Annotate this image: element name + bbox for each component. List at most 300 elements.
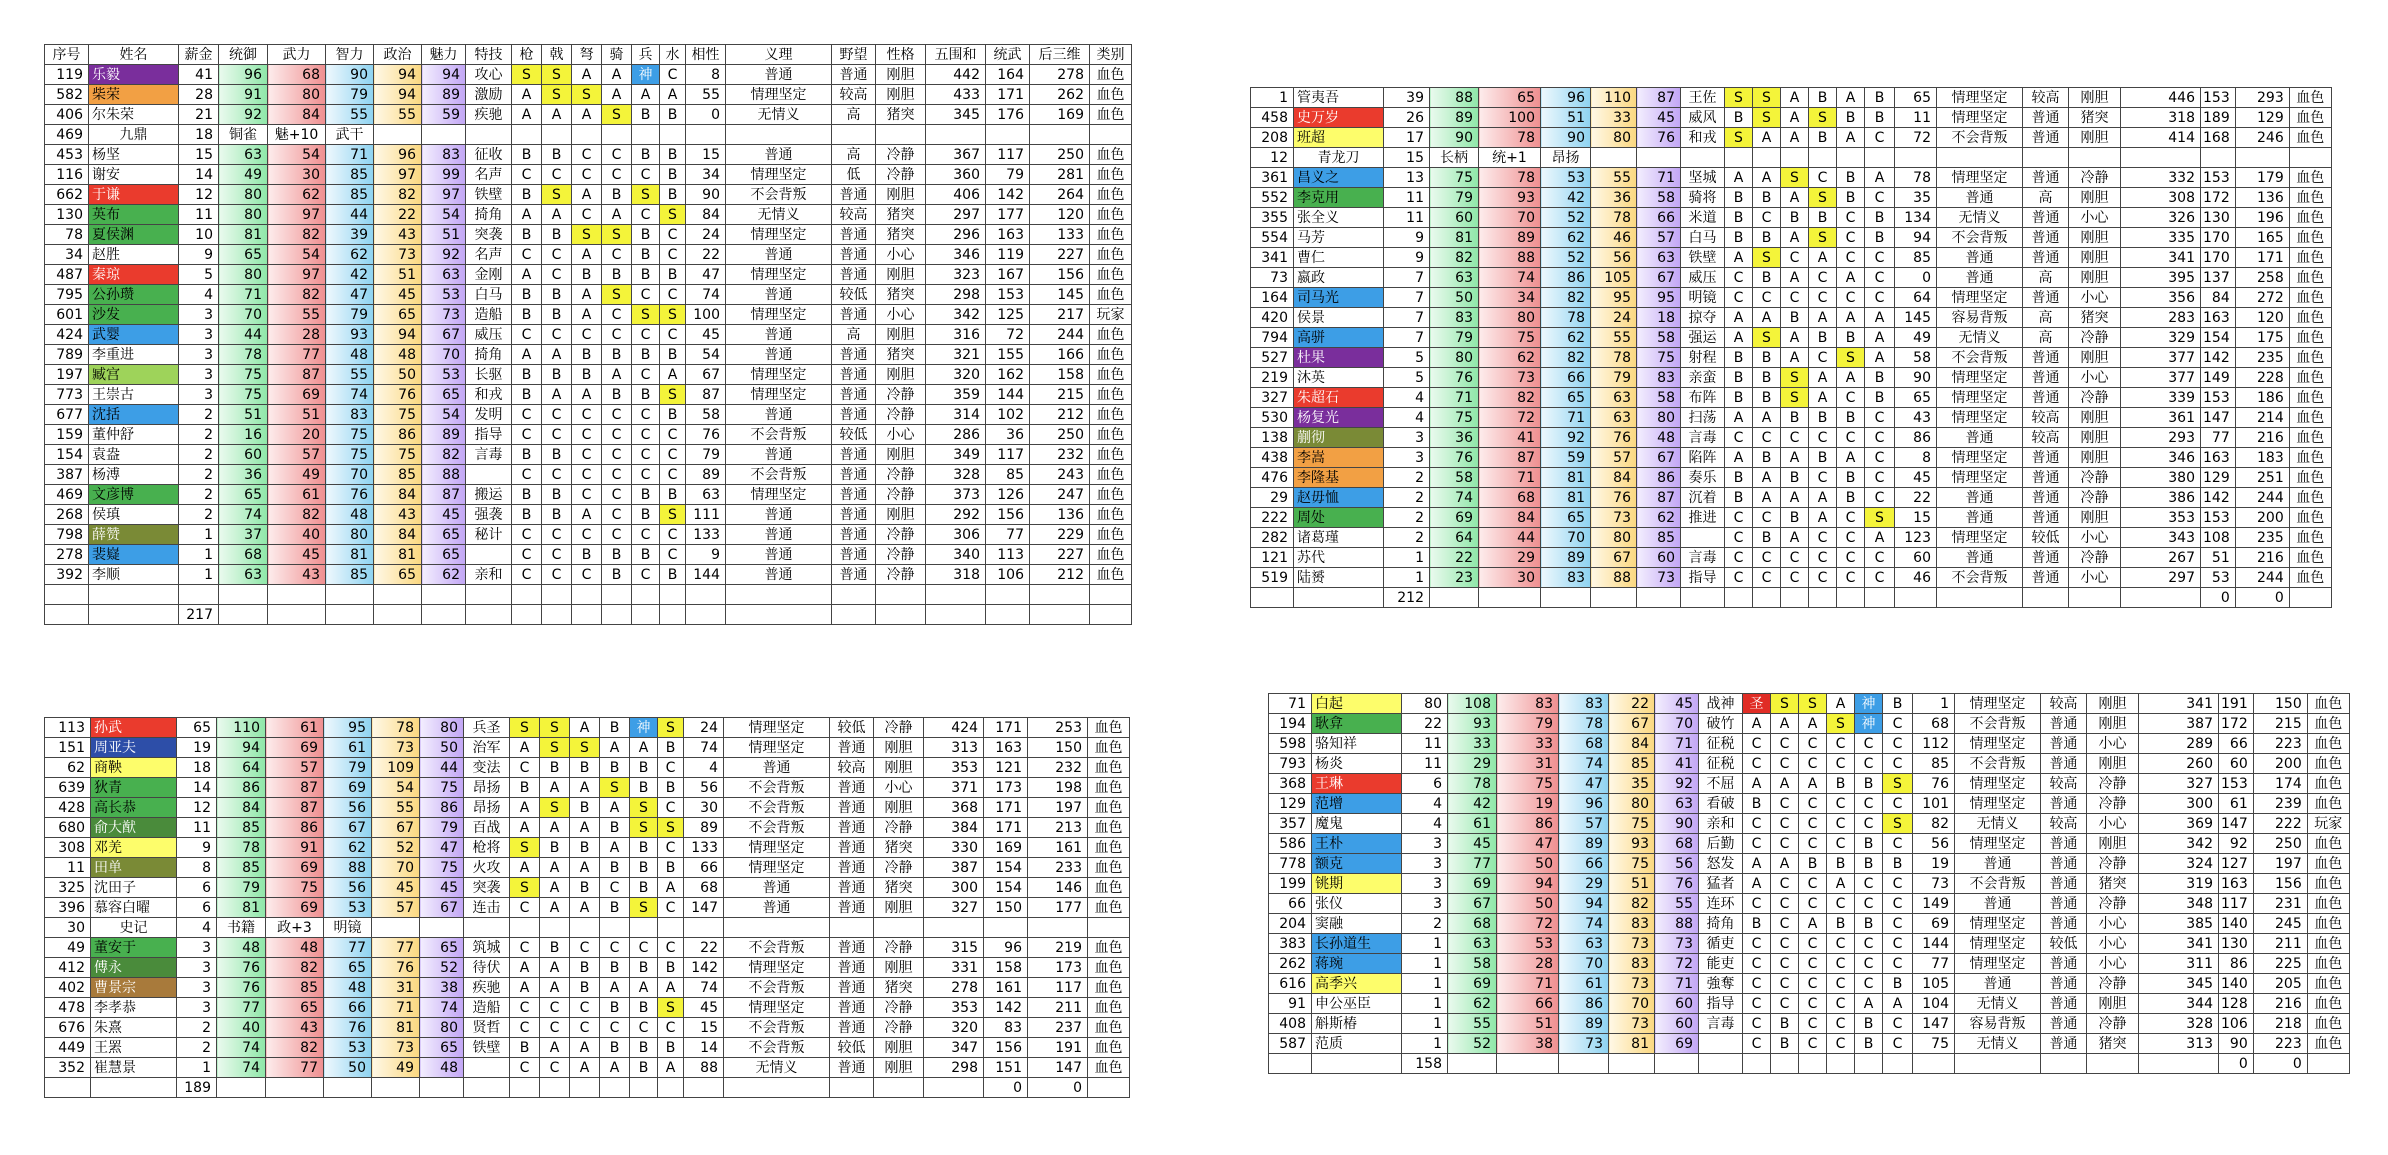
empty-cell — [542, 605, 572, 625]
stat-cell: 44 — [326, 205, 374, 225]
last3-cell: 258 — [2235, 268, 2289, 288]
aptitude-cell: B — [600, 818, 630, 838]
tongwu-cell: 171 — [986, 85, 1030, 105]
total-cell: 318 — [926, 565, 986, 585]
aptitude-cell: B — [660, 565, 686, 585]
personality-cell: 刚胆 — [876, 85, 926, 105]
tongwu-cell: 140 — [2219, 914, 2254, 934]
empty-cell — [1781, 588, 1809, 608]
aptitude-cell: C — [660, 445, 686, 465]
empty-cell — [876, 585, 926, 605]
id-cell: 355 — [1251, 208, 1294, 228]
skill-cell — [464, 1058, 510, 1078]
stat-cell: 64 — [217, 758, 266, 778]
empty-cell — [2121, 148, 2201, 168]
empty-cell — [1681, 148, 1725, 168]
total-cell: 320 — [926, 365, 986, 385]
tongwu-cell: 163 — [984, 738, 1028, 758]
loyalty-cell: 不会背叛 — [1937, 228, 2023, 248]
personality-cell: 冷静 — [2087, 1014, 2139, 1034]
stat-cell: 45 — [420, 878, 464, 898]
aptitude-cell: C — [1799, 1034, 1827, 1054]
stat-cell: 82 — [266, 1038, 324, 1058]
ambition-cell: 普通 — [2023, 568, 2069, 588]
compat-cell: 142 — [684, 958, 724, 978]
ambition-cell: 高 — [832, 145, 876, 165]
stat-cell: 85 — [326, 165, 374, 185]
compat-cell: 45 — [1895, 468, 1937, 488]
ambition-cell: 普通 — [830, 998, 874, 1018]
total-cell: 341 — [2139, 694, 2219, 714]
aptitude-cell: B — [660, 165, 686, 185]
aptitude-cell: B — [570, 958, 600, 978]
aptitude-cell: C — [1883, 1014, 1913, 1034]
ambition-cell: 普通 — [832, 185, 876, 205]
name-cell: 班超 — [1294, 128, 1384, 148]
skill-cell: 待伏 — [464, 958, 510, 978]
aptitude-cell: B — [660, 105, 686, 125]
compat-cell: 15 — [684, 1018, 724, 1038]
stat-cell: 65 — [324, 958, 372, 978]
item-type-cell: 书籍 — [217, 918, 266, 938]
aptitude-cell: A — [540, 778, 570, 798]
ambition-cell: 较低 — [2023, 528, 2069, 548]
ambition-cell: 普通 — [832, 445, 876, 465]
empty-cell — [1269, 1054, 1312, 1074]
skill-cell: 骑将 — [1681, 188, 1725, 208]
stat-cell: 63 — [422, 265, 466, 285]
name-cell: 昌义之 — [1294, 168, 1384, 188]
stat-cell: 75 — [374, 445, 422, 465]
personality-cell: 刚胆 — [2087, 834, 2139, 854]
stat-cell: 88 — [1430, 88, 1479, 108]
stat-cell: 69 — [266, 898, 324, 918]
loyalty-cell: 普通 — [1937, 428, 2023, 448]
ambition-cell: 普通 — [832, 65, 876, 85]
salary-cell: 2 — [179, 485, 219, 505]
empty-cell — [684, 918, 724, 938]
aptitude-cell: S — [1827, 714, 1855, 734]
aptitude-cell: B — [602, 545, 632, 565]
tongwu-cell: 171 — [984, 798, 1028, 818]
empty-cell — [1799, 1054, 1827, 1074]
total-cell: 342 — [2139, 834, 2219, 854]
skill-cell: 铁壁 — [1681, 248, 1725, 268]
id-cell: 552 — [1251, 188, 1294, 208]
loyalty-cell: 情理坚定 — [1937, 88, 2023, 108]
empty-cell — [266, 1078, 324, 1098]
empty-cell — [464, 918, 510, 938]
column-header: 性格 — [876, 45, 926, 65]
id-cell: 113 — [45, 718, 91, 738]
aptitude-cell: C — [572, 205, 602, 225]
empty-cell — [1088, 918, 1130, 938]
name-cell: 李隆基 — [1294, 468, 1384, 488]
empty-cell — [374, 585, 422, 605]
aptitude-cell: C — [1799, 874, 1827, 894]
salary-cell: 3 — [179, 325, 219, 345]
stat-cell: 74 — [217, 1058, 266, 1078]
empty-cell — [1030, 605, 1090, 625]
officer-row — [45, 525, 1132, 545]
ambition-cell: 普通 — [2023, 368, 2069, 388]
aptitude-cell: A — [1753, 168, 1781, 188]
loyalty-cell: 不会背叛 — [726, 465, 832, 485]
salary-total-cell: 212 — [1384, 588, 1430, 608]
stat-cell: 60 — [219, 445, 268, 465]
aptitude-cell: C — [540, 1058, 570, 1078]
stat-cell: 58 — [1448, 954, 1497, 974]
stat-cell: 42 — [1541, 188, 1591, 208]
aptitude-cell: S — [570, 738, 600, 758]
stat-cell: 100 — [1479, 108, 1541, 128]
aptitude-cell: B — [570, 798, 600, 818]
id-cell: 164 — [1251, 288, 1294, 308]
stat-cell: 47 — [1497, 834, 1559, 854]
id-cell: 222 — [1251, 508, 1294, 528]
aptitude-cell: 神 — [1855, 714, 1883, 734]
personality-cell: 刚胆 — [2069, 408, 2121, 428]
aptitude-cell: A — [512, 85, 542, 105]
loyalty-cell: 无情义 — [726, 105, 832, 125]
salary-cell: 12 — [179, 185, 219, 205]
aptitude-cell: B — [512, 485, 542, 505]
compat-cell: 90 — [686, 185, 726, 205]
aptitude-cell: C — [1725, 528, 1753, 548]
salary-cell: 3 — [1384, 448, 1430, 468]
id-cell: 487 — [45, 265, 89, 285]
aptitude-cell: A — [540, 898, 570, 918]
aptitude-cell: B — [632, 145, 660, 165]
personality-cell: 刚胆 — [2087, 754, 2139, 774]
last3-cell: 129 — [2235, 108, 2289, 128]
aptitude-cell: A — [570, 778, 600, 798]
skill-cell: 强袭 — [466, 505, 512, 525]
stat-cell: 22 — [374, 205, 422, 225]
category-cell: 血色 — [1088, 758, 1130, 778]
total-cell: 321 — [926, 345, 986, 365]
empty-cell — [372, 918, 420, 938]
officer-row — [1251, 128, 2332, 148]
stat-cell: 76 — [374, 385, 422, 405]
aptitude-cell: B — [1827, 774, 1855, 794]
category-cell: 血色 — [1090, 185, 1132, 205]
total-cell: 340 — [926, 545, 986, 565]
stat-cell: 66 — [324, 998, 372, 1018]
aptitude-cell: C — [1771, 974, 1799, 994]
category-cell: 血色 — [1090, 545, 1132, 565]
stat-cell: 66 — [1541, 368, 1591, 388]
aptitude-cell: C — [1855, 874, 1883, 894]
loyalty-cell: 无情义 — [1955, 814, 2041, 834]
aptitude-cell: C — [1855, 954, 1883, 974]
stat-cell: 38 — [1497, 1034, 1559, 1054]
aptitude-cell: B — [1809, 88, 1837, 108]
stat-cell: 77 — [217, 998, 266, 1018]
stat-cell: 65 — [374, 305, 422, 325]
aptitude-cell: C — [1827, 794, 1855, 814]
ambition-cell: 普通 — [830, 978, 874, 998]
aptitude-cell: S — [1837, 348, 1865, 368]
skill-cell: 陷阵 — [1681, 448, 1725, 468]
aptitude-cell: S — [1781, 368, 1809, 388]
stat-cell: 75 — [1609, 854, 1655, 874]
empty-cell — [1681, 588, 1725, 608]
stat-cell: 67 — [324, 818, 372, 838]
stat-cell: 78 — [1479, 168, 1541, 188]
name-cell: 赵胜 — [89, 245, 179, 265]
loyalty-cell: 不会背叛 — [724, 938, 830, 958]
total-cell: 349 — [926, 445, 986, 465]
stat-cell: 89 — [1559, 834, 1609, 854]
tongwu-cell: 154 — [2201, 328, 2236, 348]
aptitude-cell: C — [602, 145, 632, 165]
ambition-cell: 较高 — [832, 85, 876, 105]
aptitude-cell: B — [542, 285, 572, 305]
aptitude-cell: S — [540, 798, 570, 818]
compat-cell: 9 — [686, 545, 726, 565]
empty-cell — [660, 125, 686, 145]
skill-cell: 强运 — [1681, 328, 1725, 348]
aptitude-cell: A — [542, 385, 572, 405]
stat-cell: 105 — [1591, 268, 1637, 288]
stat-cell: 55 — [268, 305, 326, 325]
id-cell: 1 — [1251, 88, 1294, 108]
id-cell: 601 — [45, 305, 89, 325]
salary-cell: 3 — [177, 958, 217, 978]
skill-cell: 金刚 — [466, 265, 512, 285]
aptitude-cell: C — [1837, 288, 1865, 308]
category-cell: 血色 — [1090, 105, 1132, 125]
name-cell: 商鞅 — [91, 758, 177, 778]
officer-row — [1269, 854, 2350, 874]
total-cell: 442 — [926, 65, 986, 85]
loyalty-cell: 情理坚定 — [724, 958, 830, 978]
aptitude-cell: B — [1855, 834, 1883, 854]
item-id-cell: 469 — [45, 125, 89, 145]
aptitude-cell: A — [1855, 994, 1883, 1014]
aptitude-cell: C — [510, 938, 540, 958]
stat-cell: 48 — [266, 938, 324, 958]
stat-cell: 62 — [1637, 508, 1681, 528]
compat-cell: 68 — [1913, 714, 1955, 734]
name-cell: 额克 — [1312, 854, 1402, 874]
stat-cell: 31 — [1497, 754, 1559, 774]
aptitude-cell: C — [1865, 548, 1895, 568]
aptitude-cell: B — [1725, 488, 1753, 508]
aptitude-cell: A — [660, 365, 686, 385]
tongwu-cell: 177 — [986, 205, 1030, 225]
category-cell: 血色 — [1088, 718, 1130, 738]
stat-cell: 70 — [326, 465, 374, 485]
compat-cell: 87 — [686, 385, 726, 405]
name-cell: 狄青 — [91, 778, 177, 798]
compat-cell: 75 — [1913, 1034, 1955, 1054]
name-cell: 高骈 — [1294, 328, 1384, 348]
stat-cell: 50 — [1430, 288, 1479, 308]
skill-cell: 攻心 — [466, 65, 512, 85]
aptitude-cell: C — [510, 1058, 540, 1078]
skill-cell: 昂扬 — [464, 778, 510, 798]
id-cell: 478 — [45, 998, 91, 1018]
stat-cell: 31 — [372, 978, 420, 998]
id-cell: 402 — [45, 978, 91, 998]
aptitude-cell: B — [600, 898, 630, 918]
last3-cell: 223 — [2253, 734, 2307, 754]
column-header: 义理 — [726, 45, 832, 65]
officer-row — [1251, 308, 2332, 328]
stat-cell: 43 — [266, 1018, 324, 1038]
aptitude-cell: C — [1781, 428, 1809, 448]
aptitude-cell: A — [540, 878, 570, 898]
stat-cell: 95 — [324, 718, 372, 738]
compat-cell: 54 — [686, 345, 726, 365]
aptitude-cell: C — [1837, 528, 1865, 548]
tongwu-cell: 66 — [2219, 734, 2254, 754]
item-name-cell: 九鼎 — [89, 125, 179, 145]
empty-cell — [1088, 1078, 1130, 1098]
empty-cell — [1725, 148, 1753, 168]
personality-cell: 冷静 — [2087, 894, 2139, 914]
aptitude-cell: C — [602, 405, 632, 425]
officer-row — [1269, 974, 2350, 994]
stat-cell: 75 — [266, 878, 324, 898]
empty-cell — [724, 1078, 830, 1098]
total-cell: 369 — [2139, 814, 2219, 834]
last3-cell: 250 — [1030, 425, 1090, 445]
stat-cell: 65 — [422, 385, 466, 405]
tongwu-cell: 106 — [986, 565, 1030, 585]
stat-cell: 70 — [1609, 994, 1655, 1014]
total-cell: 328 — [2139, 1014, 2219, 1034]
id-cell: 396 — [45, 898, 91, 918]
stat-cell: 74 — [1559, 754, 1609, 774]
aptitude-cell: C — [1799, 834, 1827, 854]
empty-cell — [512, 125, 542, 145]
stat-cell: 81 — [217, 898, 266, 918]
compat-cell: 101 — [1913, 794, 1955, 814]
aptitude-cell: C — [1827, 834, 1855, 854]
aptitude-cell: C — [512, 465, 542, 485]
last3-cell: 175 — [2235, 328, 2289, 348]
stat-cell: 92 — [1541, 428, 1591, 448]
total-cell: 446 — [2121, 88, 2201, 108]
tongwu-cell: 153 — [986, 285, 1030, 305]
aptitude-cell: A — [512, 105, 542, 125]
ambition-cell: 较高 — [832, 205, 876, 225]
tongwu-cell: 60 — [2219, 754, 2254, 774]
ambition-cell: 普通 — [2041, 714, 2087, 734]
category-cell: 玩家 — [1090, 305, 1132, 325]
compat-cell: 147 — [684, 898, 724, 918]
officer-row — [1251, 108, 2332, 128]
aptitude-cell: S — [1725, 128, 1753, 148]
stat-cell: 77 — [1448, 854, 1497, 874]
skill-cell: 征收 — [466, 145, 512, 165]
last3-cell: 219 — [1028, 938, 1088, 958]
name-cell: 朱超石 — [1294, 388, 1384, 408]
aptitude-cell: C — [1827, 974, 1855, 994]
aptitude-cell: S — [1883, 814, 1913, 834]
aptitude-cell: S — [660, 385, 686, 405]
total-cell: 324 — [2139, 854, 2219, 874]
aptitude-cell: B — [1781, 468, 1809, 488]
stat-cell: 66 — [1497, 994, 1559, 1014]
salary-cell: 28 — [179, 85, 219, 105]
tongwu-cell: 79 — [986, 165, 1030, 185]
skill-cell: 变法 — [464, 758, 510, 778]
empty-cell — [1030, 125, 1090, 145]
last3-cell: 212 — [1030, 405, 1090, 425]
ambition-cell: 普通 — [832, 525, 876, 545]
aptitude-cell: A — [510, 738, 540, 758]
tongwu-cell: 127 — [2219, 854, 2254, 874]
column-header: 姓名 — [89, 45, 179, 65]
stat-cell: 89 — [1479, 228, 1541, 248]
loyalty-cell: 普通 — [726, 565, 832, 585]
aptitude-cell: S — [510, 718, 540, 738]
aptitude-cell: A — [600, 1058, 630, 1078]
stat-cell: 82 — [1430, 248, 1479, 268]
empty-cell — [658, 918, 684, 938]
stat-cell: 75 — [1430, 168, 1479, 188]
name-cell: 张全义 — [1294, 208, 1384, 228]
personality-cell: 冷静 — [876, 565, 926, 585]
salary-cell: 26 — [1384, 108, 1430, 128]
stat-cell: 76 — [1655, 874, 1699, 894]
total-cell: 335 — [2121, 228, 2201, 248]
tongwu-cell: 153 — [2201, 168, 2236, 188]
category-cell: 血色 — [1090, 345, 1132, 365]
stat-cell: 73 — [1609, 1014, 1655, 1034]
name-cell: 邓羌 — [91, 838, 177, 858]
stat-cell: 36 — [1430, 428, 1479, 448]
stat-cell: 23 — [1430, 568, 1479, 588]
name-cell: 夏侯渊 — [89, 225, 179, 245]
stat-cell: 96 — [1559, 794, 1609, 814]
personality-cell: 刚胆 — [2069, 448, 2121, 468]
total-cell: 331 — [924, 958, 984, 978]
compat-cell: 67 — [686, 365, 726, 385]
tongwu-cell: 85 — [986, 465, 1030, 485]
last3-cell: 233 — [1028, 858, 1088, 878]
aptitude-cell: A — [1781, 348, 1809, 368]
ambition-cell: 普通 — [2023, 108, 2069, 128]
ambition-cell: 较高 — [2023, 428, 2069, 448]
stat-cell: 55 — [374, 105, 422, 125]
id-cell: 352 — [45, 1058, 91, 1078]
tongwu-cell: 161 — [984, 978, 1028, 998]
aptitude-cell: B — [572, 345, 602, 365]
category-cell: 血色 — [2289, 288, 2331, 308]
ambition-cell: 普通 — [832, 365, 876, 385]
aptitude-cell: S — [572, 225, 602, 245]
total-cell: 361 — [2121, 408, 2201, 428]
stat-cell: 62 — [326, 245, 374, 265]
stat-cell: 87 — [266, 798, 324, 818]
stat-cell: 55 — [1448, 1014, 1497, 1034]
name-cell: 薛赞 — [89, 525, 179, 545]
total-cell: 373 — [926, 485, 986, 505]
personality-cell: 刚胆 — [876, 325, 926, 345]
tongwu-cell: 90 — [2219, 1034, 2254, 1054]
loyalty-cell: 情理坚定 — [726, 165, 832, 185]
stat-cell: 65 — [422, 545, 466, 565]
aptitude-cell: S — [630, 898, 658, 918]
aptitude-cell: C — [1865, 188, 1895, 208]
aptitude-cell: B — [512, 445, 542, 465]
officer-row — [1269, 1014, 2350, 1034]
